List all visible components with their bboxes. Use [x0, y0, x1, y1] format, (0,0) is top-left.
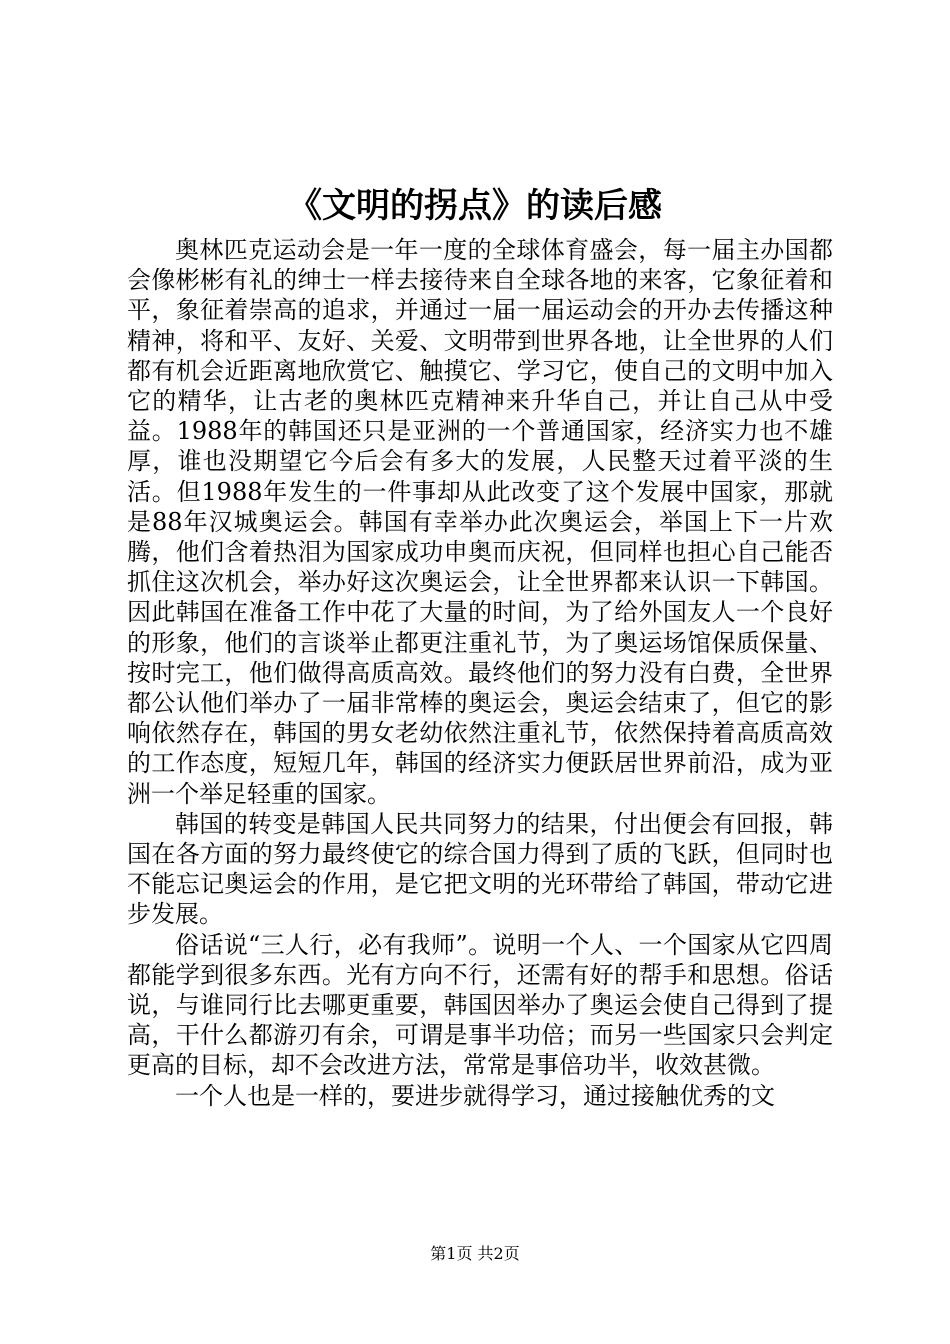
paragraph-2: 韩国的转变是韩国人民共同努力的结果，付出便会有回报，韩国在各方面的努力最终使它的综合国力得到了质的飞跃，但同时也不能忘记奥运会的作用，是它把文明的光环带给了韩国，带动它进步发展。 [127, 809, 833, 929]
page-footer: 第1页 共2页 [430, 1244, 520, 1263]
paragraph-3: 俗话说“三人行，必有我师”。说明一个人、一个国家从它四周都能学到很多东西。光有方向不行，还需有好的帮手和思想。俗话说，与谁同行比去哪更重要，韩国因举办了奥运会使自己得到了提高，干什么都游刃有余，可谓是事半功倍；而另一些国家只会判定更高的目标，却不会改进方法，常常是事倍功半，收效甚微。 [127, 930, 833, 1080]
document-body [127, 235, 833, 1111]
paragraph-1: 奥林匹克运动会是一年一度的全球体育盛会，每一届主办国都会像彬彬有礼的绅士一样去接待来自全球各地的来客，它象征着和平，象征着崇高的追求，并通过一届一届运动会的开办去传播这种精神，将和平、友好、关爱、文明带到世界各地，让全世界的人们都有机会近距离地欣赏它、触摸它、学习它，使自己的文明中加入它的精华，让古老的奥林匹克精神来升华自己，并让自己从中受益。1988年的韩国还只是亚洲的一个普通国家，经济实力也不雄厚，谁也没期望它今后会有多大的发展，人民整天过着平淡的生活。但1988年发生的一件事却从此改变了这个发展中国家，那就是88年汉城奥运会。韩国有幸举办此次奥运会，举国上下一片欢腾，他们含着热泪为国家成功申奥而庆祝，但同样也担心自己能否抓住这次机会，举办好这次奥运会，让全世界都来认识一下韩国。因此韩国在准备工作中花了大量的时间，为了给外国友人一个良好的形象，他们的言谈举止都更注重礼节，为了奥运场馆保质保量、按时完工，他们做得高质高效。最终他们的努力没有白费，全世界都公认他们举办了一届非常棒的奥运会，奥运会结束了，但它的影响依然存在，韩国的男女老幼依然注重礼节，依然保持着高质高效的工作态度，短短几年，韩国的经济实力便跃居世界前沿，成为亚洲一个举足轻重的国家。 [127, 236, 833, 808]
page-title: 《文明的拐点》的读后感 [288, 186, 662, 226]
paragraph-4: 一个人也是一样的，要进步就得学习，通过接触优秀的文 [175, 1081, 775, 1110]
